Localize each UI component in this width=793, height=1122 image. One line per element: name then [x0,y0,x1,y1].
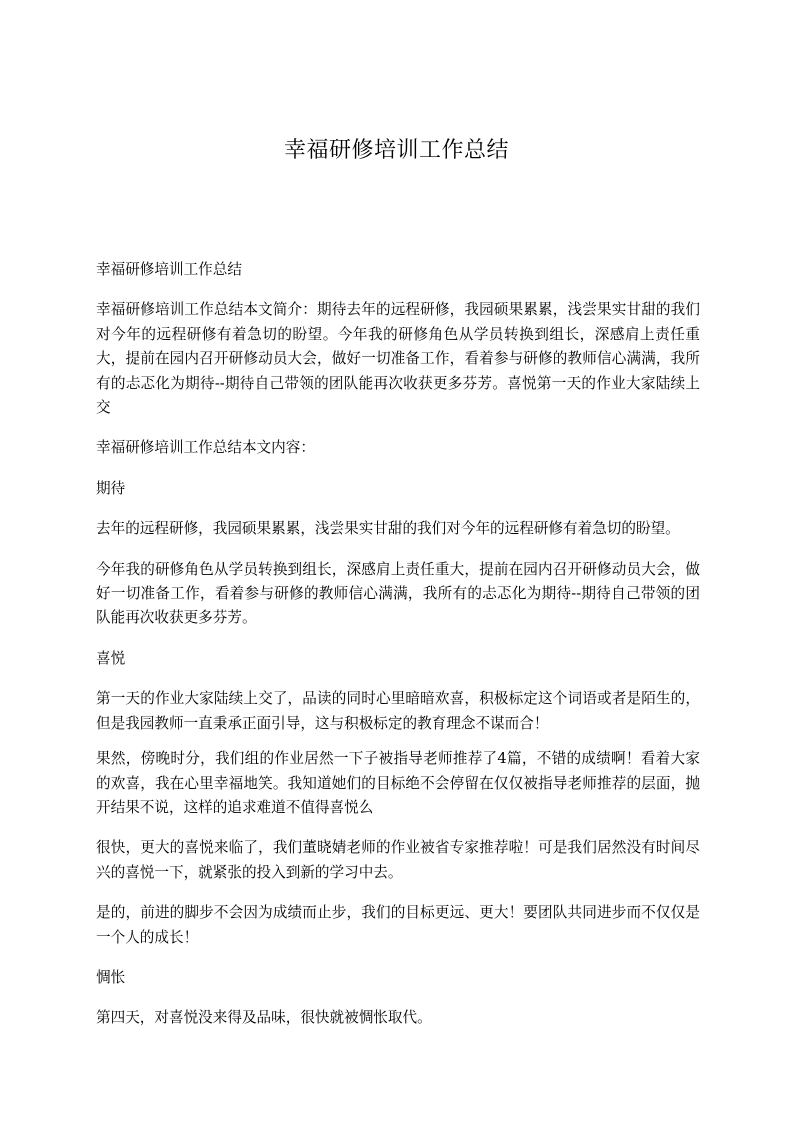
body-paragraph: 是的，前进的脚步不会因为成绩而止步，我们的目标更远、更大！要团队共同进步而不仅仅是一个人的成长！ [96,904,700,946]
summary-paragraph: 幸福研修培训工作总结本文简介：期待去年的远程研修，我园硕果累累，浅尝果实甘甜的我们对今年的远程研修有着急切的盼望。今年我的研修角色从学员转换到组长，深感肩上责任重大，提前在园内召开研修动员大会，做好一切准备工作，看着参与研修的教师信心满满，我所有的忐忑化为期待--期待自己带领的团队能再次收获更多芬芳。喜悦第一天的作业大家陆续上交 [96,301,700,417]
section-heading-joy: 喜悦 [96,649,126,667]
document-title: 幸福研修培训工作总结 [283,138,509,163]
body-paragraph: 很快，更大的喜悦来临了，我们董晓婧老师的作业被省专家推荐啦！可是我们居然没有时间尽兴的喜悦一下，就紧张的投入到新的学习中去。 [96,839,700,881]
section-heading-melancholy: 惆怅 [96,968,126,986]
document-body [96,258,700,1047]
body-paragraph: 第四天，对喜悦没来得及品味，很快就被惆怅取代。 [96,1009,432,1027]
intro-heading: 幸福研修培训工作总结 [96,261,242,278]
body-paragraph: 去年的远程研修，我园硕果累累，浅尝果实甘甜的我们对今年的远程研修有着急切的盼望。 [96,520,680,538]
section-heading-expectation: 期待 [96,479,126,497]
body-paragraph: 果然，傍晚时分，我们组的作业居然一下子被指导老师推荐了4篇，不错的成绩啊！看着大家的欢喜，我在心里幸福地笑。我知道她们的目标绝不会停留在仅仅被指导老师推荐的层面，抛开结果不说，这样的追求难道不值得喜悦么 [96,750,700,816]
body-paragraph: 今年我的研修角色从学员转换到组长，深感肩上责任重大，提前在园内召开研修动员大会，做好一切准备工作，看着参与研修的教师信心满满，我所有的忐忑化为期待--期待自己带领的团队能再次收获更多芬芳。 [96,560,700,627]
body-paragraph: 第一天的作业大家陆续上交了，品读的同时心里暗暗欢喜，积极标定这个词语或者是陌生的，但是我园教师一直秉承正面引导，这与积极标定的教育理念不谋而合！ [96,690,700,732]
content-label: 幸福研修培训工作总结本文内容： [96,439,315,457]
